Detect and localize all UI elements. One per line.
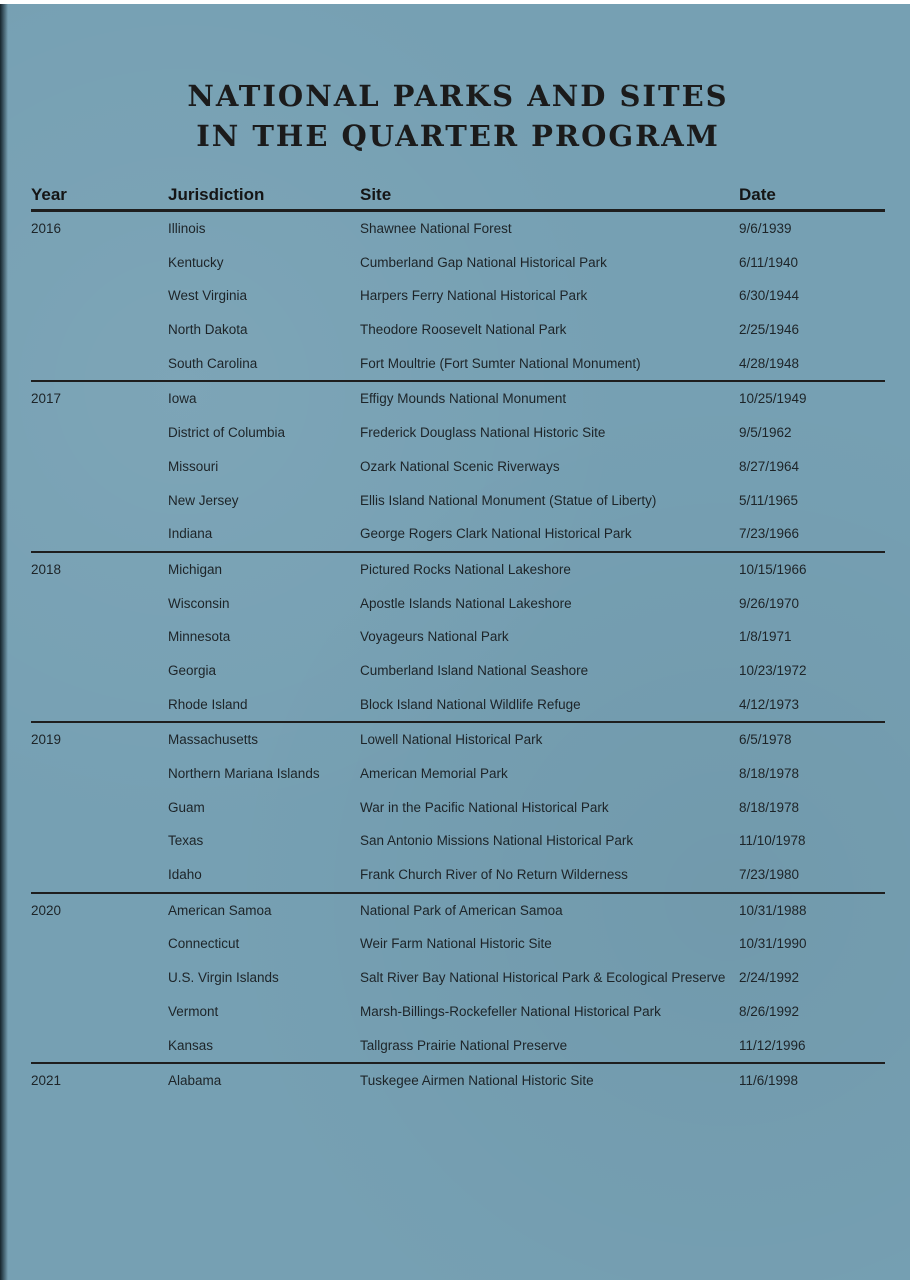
site-cell: Cumberland Island National Seashore xyxy=(360,662,589,678)
table-row xyxy=(31,246,885,280)
site-cell: George Rogers Clark National Historical Park xyxy=(360,526,632,542)
site-cell: Ozark National Scenic Riverways xyxy=(360,458,560,474)
site-cell: Lowell National Historical Park xyxy=(360,732,543,748)
table-row xyxy=(31,723,885,757)
jurisdiction-cell: Guam xyxy=(168,799,205,815)
jurisdiction-cell: Vermont xyxy=(168,1003,219,1019)
table-row xyxy=(31,517,885,551)
table-row xyxy=(31,313,885,347)
date-cell: 9/6/1939 xyxy=(739,221,792,236)
document-page xyxy=(0,4,910,1280)
table-row xyxy=(31,927,885,961)
date-cell: 9/26/1970 xyxy=(739,595,800,611)
year-group xyxy=(31,1064,885,1098)
site-cell: Block Island National Wildlife Refuge xyxy=(360,696,581,712)
site-cell: National Park of American Samoa xyxy=(360,902,563,918)
site-cell: Harpers Ferry National Historical Park xyxy=(360,288,588,304)
column-header-jurisdiction: Jurisdiction xyxy=(168,185,265,204)
site-cell: Tuskegee Airmen National Historic Site xyxy=(360,1073,594,1089)
table-row xyxy=(31,279,885,313)
year-cell: 2021 xyxy=(31,1073,62,1089)
site-cell: Tallgrass Prairie National Preserve xyxy=(360,1037,568,1053)
table-row xyxy=(31,894,885,928)
jurisdiction-cell: Idaho xyxy=(168,867,202,883)
date-cell: 4/12/1973 xyxy=(739,696,800,712)
site-cell: Voyageurs National Park xyxy=(360,629,509,645)
date-cell: 10/15/1966 xyxy=(739,561,807,577)
site-cell: San Antonio Missions National Historical Park xyxy=(360,833,634,849)
site-cell: American Memorial Park xyxy=(360,766,508,781)
jurisdiction-cell: Wisconsin xyxy=(168,595,230,611)
date-cell: 1/8/1971 xyxy=(739,629,792,645)
jurisdiction-cell: Georgia xyxy=(168,662,217,678)
table-row xyxy=(31,791,885,825)
table-row xyxy=(31,824,885,858)
year-cell: 2019 xyxy=(31,732,62,748)
table-row xyxy=(31,620,885,654)
table-row xyxy=(31,484,885,518)
table-row xyxy=(31,347,885,381)
page-title xyxy=(0,76,910,156)
column-header-date: Date xyxy=(739,185,776,204)
date-cell: 6/30/1944 xyxy=(739,288,800,304)
date-cell: 8/27/1964 xyxy=(739,458,800,474)
date-cell: 6/5/1978 xyxy=(739,732,792,748)
date-cell: 8/26/1992 xyxy=(739,1003,800,1019)
table-row xyxy=(31,450,885,484)
date-cell: 11/6/1998 xyxy=(739,1073,799,1089)
date-cell: 5/11/1965 xyxy=(739,492,799,508)
jurisdiction-cell: U.S. Virgin Islands xyxy=(168,970,279,986)
jurisdiction-cell: South Carolina xyxy=(168,355,258,371)
jurisdiction-cell: Indiana xyxy=(168,526,213,542)
table-row xyxy=(31,961,885,995)
site-cell: Frederick Douglass National Historic Site xyxy=(360,425,606,441)
site-cell: Pictured Rocks National Lakeshore xyxy=(360,561,571,577)
date-cell: 7/23/1980 xyxy=(739,867,800,883)
table-row xyxy=(31,757,885,791)
date-cell: 11/10/1978 xyxy=(739,833,806,849)
date-cell: 10/31/1988 xyxy=(739,902,807,918)
jurisdiction-cell: District of Columbia xyxy=(168,425,286,441)
year-group xyxy=(31,212,885,382)
jurisdiction-cell: Texas xyxy=(168,833,204,849)
year-cell: 2017 xyxy=(31,391,62,407)
jurisdiction-cell: Connecticut xyxy=(168,936,240,952)
column-header-year: Year xyxy=(31,185,67,204)
year-group xyxy=(31,382,885,552)
site-cell: Weir Farm National Historic Site xyxy=(360,936,552,952)
site-cell: Salt River Bay National Historical Park & Ecological Preserve xyxy=(360,970,726,986)
date-cell: 2/25/1946 xyxy=(739,322,800,338)
jurisdiction-cell: West Virginia xyxy=(168,288,248,304)
table-row xyxy=(31,654,885,688)
title-line-1: NATIONAL PARKS AND SITES xyxy=(187,79,729,113)
jurisdiction-cell: Missouri xyxy=(168,458,219,474)
jurisdiction-cell: Illinois xyxy=(168,221,206,236)
jurisdiction-cell: New Jersey xyxy=(168,492,239,508)
site-cell: Shawnee National Forest xyxy=(360,221,512,236)
date-cell: 8/18/1978 xyxy=(739,766,800,781)
jurisdiction-cell: Kansas xyxy=(168,1037,214,1053)
jurisdiction-cell: American Samoa xyxy=(168,902,272,918)
jurisdiction-cell: Kentucky xyxy=(168,254,224,270)
table-header xyxy=(31,182,885,212)
jurisdiction-cell: Massachusetts xyxy=(168,732,259,748)
date-cell: 9/5/1962 xyxy=(739,425,792,441)
table-row xyxy=(31,587,885,621)
date-cell: 2/24/1992 xyxy=(739,970,800,986)
jurisdiction-cell: Alabama xyxy=(168,1073,222,1089)
site-cell: Frank Church River of No Return Wilderness xyxy=(360,867,628,883)
jurisdiction-cell: Northern Mariana Islands xyxy=(168,766,320,781)
site-cell: War in the Pacific National Historical Park xyxy=(360,799,609,815)
table-body xyxy=(31,212,885,1098)
table-row xyxy=(31,688,885,722)
title-line-2: IN THE QUARTER PROGRAM xyxy=(196,119,720,153)
table-row xyxy=(31,382,885,416)
table-row xyxy=(31,995,885,1029)
jurisdiction-cell: Rhode Island xyxy=(168,696,248,712)
site-cell: Effigy Mounds National Monument xyxy=(360,391,567,407)
year-cell: 2020 xyxy=(31,902,62,918)
site-cell: Marsh-Billings-Rockefeller National Historical Park xyxy=(360,1003,661,1019)
site-cell: Cumberland Gap National Historical Park xyxy=(360,254,607,270)
date-cell: 10/23/1972 xyxy=(739,662,807,678)
column-header-site: Site xyxy=(360,185,392,204)
jurisdiction-cell: North Dakota xyxy=(168,322,248,338)
table-row xyxy=(31,1064,885,1098)
year-group xyxy=(31,894,885,1064)
site-cell: Theodore Roosevelt National Park xyxy=(360,322,567,338)
date-cell: 10/25/1949 xyxy=(739,391,807,407)
date-cell: 4/28/1948 xyxy=(739,355,800,371)
site-cell: Fort Moultrie (Fort Sumter National Monument) xyxy=(360,355,641,371)
year-cell: 2016 xyxy=(31,221,62,236)
table-row xyxy=(31,1029,885,1063)
date-cell: 7/23/1966 xyxy=(739,526,800,542)
year-group xyxy=(31,723,885,893)
date-cell: 11/12/1996 xyxy=(739,1037,806,1053)
jurisdiction-cell: Minnesota xyxy=(168,629,231,645)
year-cell: 2018 xyxy=(31,561,62,577)
page-edge-shadow xyxy=(0,4,8,1280)
date-cell: 10/31/1990 xyxy=(739,936,807,952)
date-cell: 6/11/1940 xyxy=(739,254,799,270)
year-group xyxy=(31,553,885,723)
table-row xyxy=(31,858,885,892)
jurisdiction-cell: Michigan xyxy=(168,561,223,577)
table-row xyxy=(31,416,885,450)
table-row xyxy=(31,553,885,587)
table-row xyxy=(31,212,885,246)
site-cell: Ellis Island National Monument (Statue of Liberty) xyxy=(360,492,657,508)
jurisdiction-cell: Iowa xyxy=(168,391,197,407)
date-cell: 8/18/1978 xyxy=(739,799,800,815)
site-cell: Apostle Islands National Lakeshore xyxy=(360,595,572,611)
